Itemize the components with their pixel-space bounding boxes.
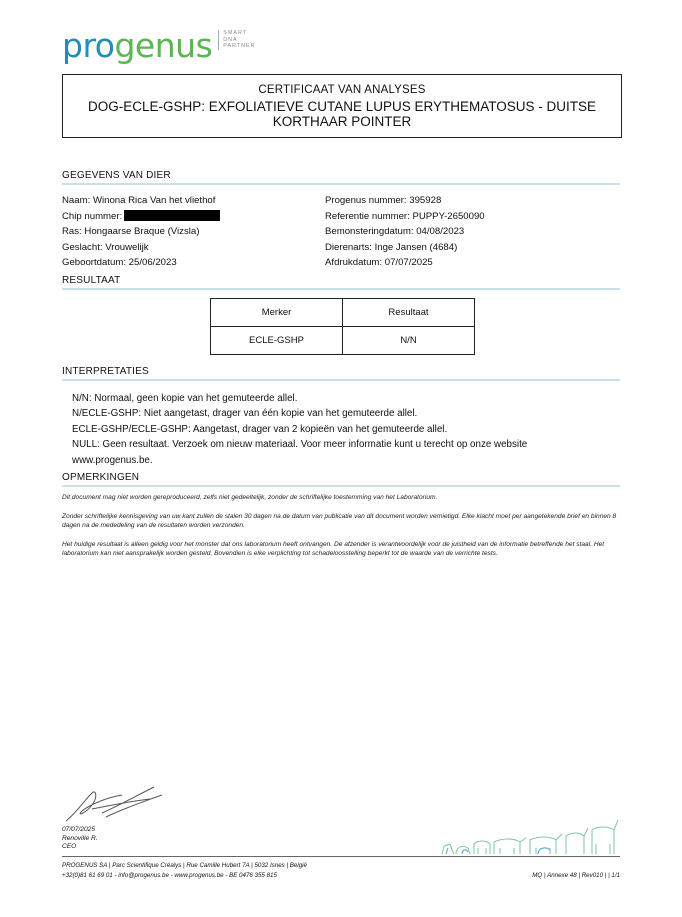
header-marker: Merker (211, 299, 343, 327)
footer-address: PROGENUS SA | Parc Scientifique Créalys | Rue Camille Hubert 7A | 5032 Isnes | België (62, 862, 307, 869)
remark-paragraph: Het huidige resultaat is alleen geldig voor het monster dat ons laboratorium heeft ontvangen. De afzender is verantwoordelijk voor de juistheid van de informatie betreffende het staal. Het laboratorium kan niet aansprakelijk worden gesteld. Bovendien is elke verplichting tot schadeloosstelling beperkt tot de waarde van de verrichte tests. (62, 541, 605, 557)
footer-divider (62, 856, 620, 857)
test-title: DOG-ECLE-GSHP: EXFOLIATIEVE CUTANE LUPUS ERYTHEMATOSUS - DUITSE KORTHAAR POINTER (87, 99, 597, 129)
section-result-header: RESULTAAT (62, 275, 620, 290)
animal-info-left (62, 193, 220, 271)
interpretation-line: ECLE-GSHP/ECLE-GSHP: Aangetast, drager van 2 kopieën van het gemuteerde allel. (72, 423, 448, 435)
remark-paragraph: Dit document mag niet worden gereproduceerd, zelfs niet gedeeltelijk, zonder de schriftelijke toestemming van het Laboratorium. (62, 494, 438, 501)
field-sex: Geslacht: Vrouwelijk (62, 241, 149, 253)
redacted-chip-number (124, 210, 220, 221)
title-box (62, 74, 622, 138)
field-chip: Chip nummer: (62, 209, 220, 225)
logo-tagline: SMART DNA PARTNER (218, 30, 255, 50)
signature-date: 07/07/2025 (62, 826, 96, 833)
field-progenus-number: Progenus nummer: 395928 (325, 195, 442, 206)
cell-marker: ECLE-GSHP (211, 327, 343, 355)
interpretation-list (72, 391, 527, 468)
animal-info-right (325, 193, 485, 271)
header-result: Resultaat (343, 299, 475, 327)
field-reference-number: Referentie nummer: PUPPY-2650090 (325, 210, 485, 222)
table-row (211, 327, 475, 355)
field-print-date: Afdrukdatum: 07/07/2025 (325, 257, 433, 268)
footer-doc-ref: MQ | Annexe 48 | Rev010 | | 1/1 (532, 872, 620, 879)
section-animal-header: GEGEVENS VAN DIER (62, 170, 620, 185)
signature-image (62, 783, 172, 825)
signatory-role: CEO (62, 843, 77, 851)
section-remarks-header: OPMERKINGEN (62, 472, 620, 487)
field-vet: Dierenarts: Inge Jansen (4684) (325, 241, 458, 253)
section-interpretation-header: INTERPRETATIES (62, 366, 620, 381)
progenus-logo (62, 26, 256, 68)
field-name: Naam: Winona Rica Van het vliethof (62, 195, 216, 206)
result-table (210, 298, 475, 355)
field-birthdate: Geboortdatum: 25/06/2023 (62, 257, 177, 268)
animals-illustration (438, 808, 622, 858)
interpretation-line: NULL: Geen resultaat. Verzoek om nieuw materiaal. Voor meer informatie kunt u terecht op onze website (72, 439, 528, 451)
field-sampling-date: Bemonsteringdatum: 04/08/2023 (325, 226, 465, 237)
table-header-row (211, 299, 475, 327)
signature-block (62, 826, 98, 852)
signatory-name: Renoville R. (62, 834, 98, 842)
interpretation-line: N/N: Normaal, geen kopie van het gemuteerde allel. (72, 393, 298, 404)
interpretation-line: www.progenus.be. (72, 454, 153, 466)
remark-paragraph: Zonder schriftelijke kennisgeving van uw kant zullen de stalen 30 dagen na de datum van publicatie van dit document worden vernietigd. Elke klacht moet per aangetekende brief en binnen 8 dagen na de mededeling van de resultaten worden verzonden. (62, 513, 617, 529)
cell-result: N/N (343, 327, 475, 355)
interpretation-line: N/ECLE-GSHP: Niet aangetast, drager van één kopie van het gemuteerde allel. (72, 408, 418, 420)
field-breed: Ras: Hongaarse Braque (Vizsla) (62, 226, 200, 237)
document-title: CERTIFICAAT VAN ANALYSES (258, 84, 426, 96)
footer-contact: +32(0)81 61 69 01 - info@progenus.be - www.progenus.be - BE 0476 355 815 (62, 872, 277, 879)
logo-wordmark: progenus (62, 26, 213, 65)
